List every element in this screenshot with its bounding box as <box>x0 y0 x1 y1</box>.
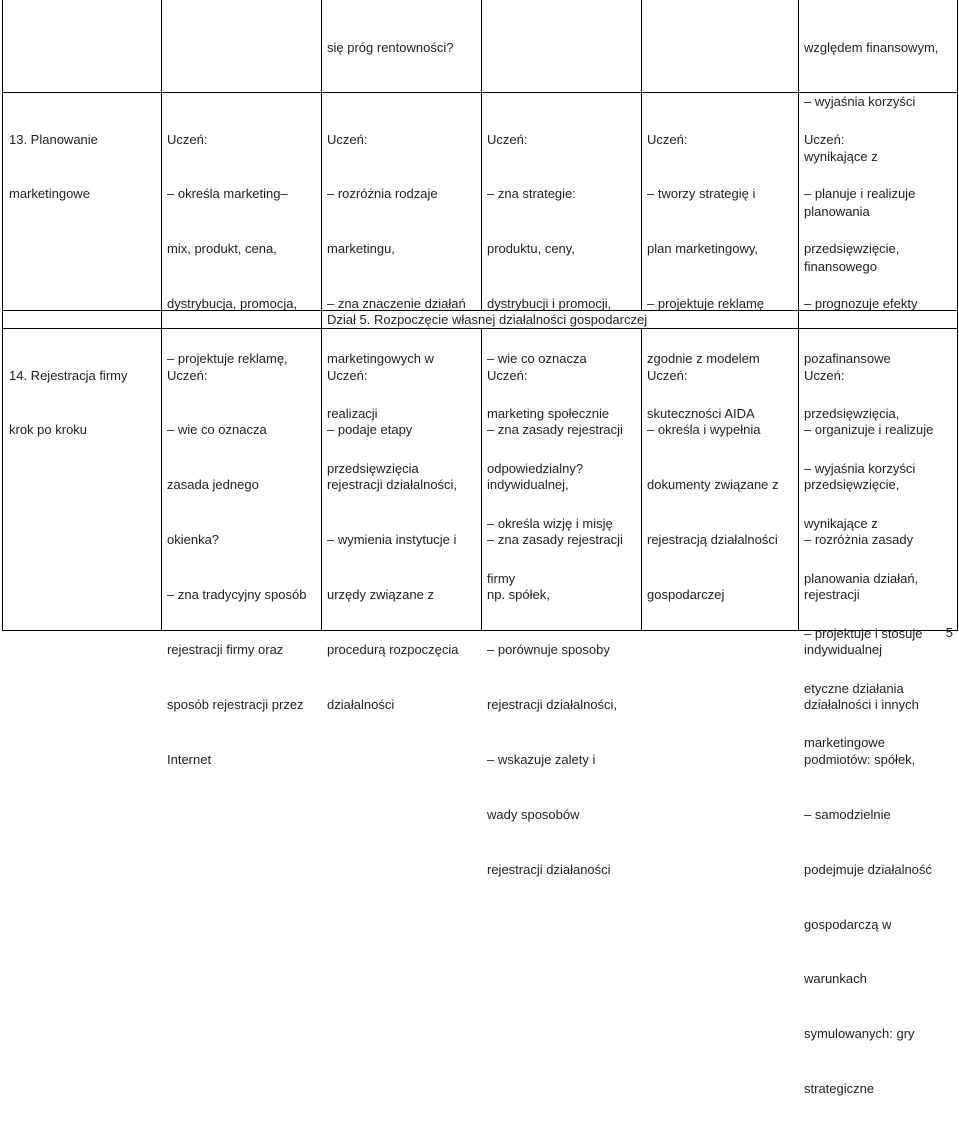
text-line: działalności <box>327 696 395 712</box>
text-line: – wskazuje zalety i <box>487 751 596 767</box>
table-border-right <box>957 0 958 630</box>
text-line: pozafinansowe <box>804 351 891 367</box>
text-line: – wymienia instytucje i <box>327 532 457 548</box>
text-line: przedsięwzięcie, <box>804 241 900 257</box>
text-line: – wyjaśnia korzyści <box>804 94 916 110</box>
column-divider-1 <box>161 0 162 630</box>
text-line: realizacji <box>327 406 378 422</box>
column-divider-5 <box>798 0 799 630</box>
text-line: warunkach <box>804 971 867 987</box>
text-line: przedsięwzięcia <box>327 460 419 476</box>
page-number: 5 <box>945 625 953 640</box>
text-line: – rozróżnia rodzaje <box>327 186 438 202</box>
text-line: Internet <box>167 751 212 767</box>
text-line: – podaje etapy <box>327 422 413 438</box>
row14-col3 <box>327 330 479 751</box>
text-line: urzędy związane z <box>327 587 434 603</box>
text-line: dystrybucja, promocja, <box>167 296 298 312</box>
text-line: – projektuje i stosuje <box>804 625 923 641</box>
text-line: przedsięwzięcia, <box>804 406 900 422</box>
row14-col6 <box>804 330 956 1135</box>
text-line: – wie co oznacza <box>167 422 267 438</box>
text-line: gospodarczej <box>647 587 725 603</box>
text-line: – rozróżnia zasady <box>804 532 914 548</box>
text-line: – określa wizję i misję <box>487 515 613 531</box>
text-line: zasada jednego <box>167 477 259 493</box>
text-line: marketingowe <box>804 735 885 751</box>
text-line: przedsięwzięcie, <box>804 477 900 493</box>
text-line: działalności i innych <box>804 696 919 712</box>
text-line: okienka? <box>167 532 220 548</box>
text-line: podmiotów: spółek, <box>804 751 916 767</box>
text-line: – zna zasady rejestracji <box>487 532 623 548</box>
text-line: Uczeń: <box>487 367 528 383</box>
text-line: wynikające z <box>804 149 878 165</box>
text-line: dystrybucji i promocji, <box>487 296 612 312</box>
text-line: – zna znaczenie działań <box>327 296 466 312</box>
text-line: planowania <box>804 204 870 220</box>
column-divider-4-lower <box>641 328 642 630</box>
text-line: się próg rentowności? <box>327 39 454 55</box>
row14-col5 <box>647 330 796 641</box>
text-line: – organizuje i realizuje <box>804 422 934 438</box>
text-line: marketingu, <box>327 241 395 257</box>
text-line: rejestracją działalności <box>647 532 778 548</box>
text-line: rejestracji działalności, <box>327 477 458 493</box>
text-line: Uczeń: <box>647 131 688 147</box>
text-line: sposób rejestracji przez <box>167 696 304 712</box>
text-line: symulowanych: gry <box>804 1026 915 1042</box>
text-line: procedurą rozpoczęcia <box>327 642 459 658</box>
text-line: – zna strategie: <box>487 186 576 202</box>
text-line: produktu, ceny, <box>487 241 575 257</box>
text-line: zgodnie z modelem <box>647 351 760 367</box>
top-fragment-col3 <box>327 2 477 93</box>
text-line: firmy <box>487 570 516 586</box>
text-line: Uczeń: <box>327 131 368 147</box>
text-line: wady sposobów <box>487 806 580 822</box>
text-line: względem finansowym, <box>804 39 939 55</box>
table-border-left <box>2 0 3 630</box>
text-line: Uczeń: <box>167 367 208 383</box>
text-line: – określa i wypełnia <box>647 422 761 438</box>
text-line: Uczeń: <box>647 367 688 383</box>
text-line: – samodzielnie <box>804 806 891 822</box>
text-line: – planuje i realizuje <box>804 186 916 202</box>
row14-col4 <box>487 330 639 916</box>
text-line: odpowiedzialny? <box>487 460 584 476</box>
text-line: Uczeń: <box>327 367 368 383</box>
section-header: Dział 5. Rozpoczęcie własnej działalności gospodarczej <box>327 312 648 327</box>
text-line: plan marketingowy, <box>647 241 759 257</box>
text-line: wynikające z <box>804 515 878 531</box>
row14-col2 <box>167 330 319 806</box>
text-line: indywidualnej <box>804 642 883 658</box>
text-line: – zna zasady rejestracji <box>487 422 623 438</box>
column-divider-3-lower <box>481 328 482 630</box>
text-line: strategiczne <box>804 1081 875 1097</box>
text-line: Uczeń: <box>804 131 845 147</box>
row14-topic <box>9 330 159 476</box>
text-line: rejestracji działalności, <box>487 696 618 712</box>
text-line: rejestracji firmy oraz <box>167 642 284 658</box>
text-line: krok po kroku <box>9 422 88 438</box>
column-divider-4 <box>641 0 642 310</box>
text-line: rejestracji działaności <box>487 861 611 877</box>
text-line: – wyjaśnia korzyści <box>804 460 916 476</box>
column-divider-3 <box>481 0 482 310</box>
text-line: 13. Planowanie <box>9 131 98 147</box>
text-line: planowania działań, <box>804 570 919 586</box>
text-line: np. spółek, <box>487 587 550 603</box>
text-line: Uczeń: <box>487 131 528 147</box>
text-line: mix, produkt, cena, <box>167 241 277 257</box>
text-line: – zna tradycyjny sposób <box>167 587 307 603</box>
text-line: – tworzy strategię i <box>647 186 756 202</box>
text-line: podejmuje działalność <box>804 861 932 877</box>
text-line: Uczeń: <box>167 131 208 147</box>
text-line: Uczeń: <box>804 367 845 383</box>
text-line: indywidualnej, <box>487 477 569 493</box>
text-line: – prognozuje efekty <box>804 296 918 312</box>
text-line: marketingowe <box>9 186 90 202</box>
row-divider-top <box>2 92 322 93</box>
text-line: gospodarczą w <box>804 916 892 932</box>
text-line: skuteczności AIDA <box>647 406 755 422</box>
row13-topic <box>9 94 159 240</box>
text-line: rejestracji <box>804 587 860 603</box>
column-divider-2 <box>321 0 322 630</box>
text-line: 14. Rejestracja firmy <box>9 367 128 383</box>
text-line: finansowego <box>804 259 877 275</box>
text-line: – wie co oznacza <box>487 351 587 367</box>
text-line: marketing społecznie <box>487 406 610 422</box>
text-line: – projektuje reklamę, <box>167 351 288 367</box>
text-line: – porównuje sposoby <box>487 642 610 658</box>
text-line: etyczne działania <box>804 680 904 696</box>
text-line: dokumenty związane z <box>647 477 779 493</box>
text-line: marketingowych w <box>327 351 434 367</box>
text-line: – określa marketing– <box>167 186 288 202</box>
text-line: – projektuje reklamę <box>647 296 765 312</box>
